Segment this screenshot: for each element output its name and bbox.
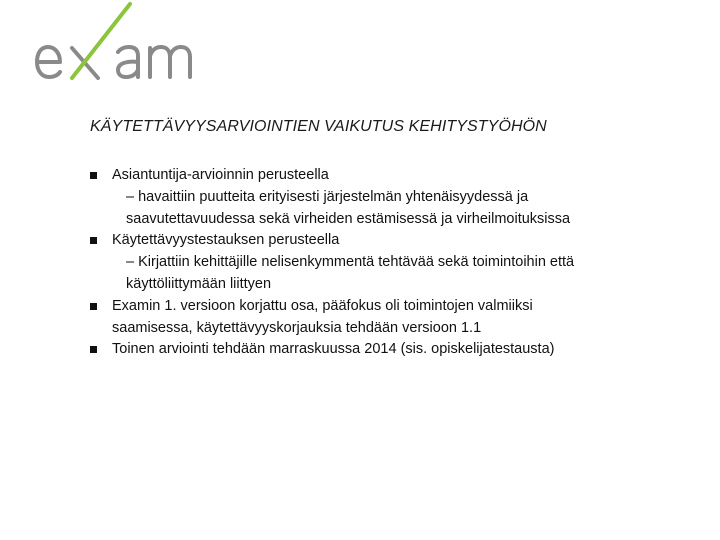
list-item <box>90 296 690 340</box>
logo-letter-a-bowl <box>118 62 138 77</box>
list-item-text-continued: saamisessa, käytettävyyskorjauksia tehdään versioon 1.1 <box>112 319 482 336</box>
exam-logo-mark <box>30 0 200 90</box>
exam-logo <box>30 0 200 90</box>
list-item-text: Examin 1. versioon korjattu osa, pääfokus oli toimintojen valmiiksi <box>112 297 533 314</box>
list-item-text: Toinen arviointi tehdään marraskuussa 2014 (sis. opiskelijatestausta) <box>112 341 555 358</box>
list-item <box>90 339 690 361</box>
slide-title: KÄYTETTÄVYYSARVIOINTIEN VAIKUTUS KEHITYSTYÖHÖN <box>90 118 547 135</box>
logo-letter-m <box>150 47 190 77</box>
sub-item-text: – Kirjattiin kehittäjille nelisenkymmentä tehtävää sekä toimintoihin että <box>126 254 575 271</box>
bullet-list <box>90 165 690 361</box>
square-bullet-icon <box>90 303 97 310</box>
sub-item-text: – havaittiin puutteita erityisesti järjestelmän yhtenäisyydessä ja <box>126 188 529 205</box>
logo-letter-e <box>37 47 60 77</box>
square-bullet-icon <box>90 172 97 179</box>
square-bullet-icon <box>90 346 97 353</box>
square-bullet-icon <box>90 237 97 244</box>
logo-letter-x-green <box>72 4 130 78</box>
list-item-text: Asiantuntija-arvioinnin perusteella <box>112 167 329 183</box>
list-item-text: Käytettävyystestauksen perusteella <box>112 232 340 249</box>
sub-item-text-continued: käyttöliittymään liittyen <box>126 275 272 292</box>
list-item <box>90 165 690 230</box>
sub-item-text-continued: saavutettavuudessa sekä virheiden estämisessä ja virheilmoituksissa <box>126 210 571 227</box>
list-item <box>90 230 690 295</box>
